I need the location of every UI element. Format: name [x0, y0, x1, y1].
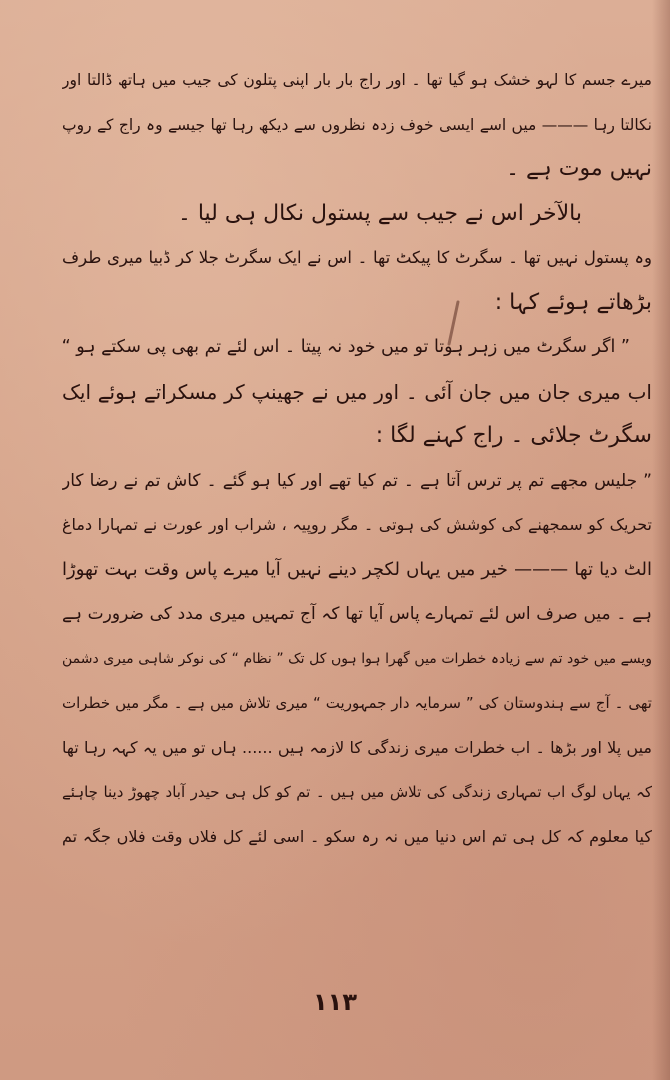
text-line-18: کیا معلوم کہ کل ہی تم اس دنیا میں نہ رہ سکو ۔ اسی لئے کل فلاں وقت فلاں جگہ تم [62, 826, 652, 846]
text-line-3: نہیں موت ہے ۔ [506, 156, 652, 181]
text-line-6: بڑھاتے ہوئے کہا : [494, 289, 652, 315]
text-line-9: سگرٹ جلائی ۔ راج کہنے لگا : [375, 423, 652, 448]
text-line-7: ” اگر سگرٹ میں زہر ہوتا تو میں خود نہ پیتا ۔ اس لئے تم بھی پی سکتے ہو “ [62, 337, 630, 357]
text-line-1: میرے جسم کا لہو خشک ہو گیا تھا ۔ اور راج بار بار اپنی پتلون کی جیب میں ہاتھ ڈالتا اور [62, 71, 652, 89]
text-line-2: نکالتا رہا ——— میں اسے ایسی خوف زدہ نظروں سے دیکھ رہا تھا جیسے وہ راج کے روپ [62, 115, 652, 134]
text-line-5: وہ پستول نہیں تھا ۔ سگرٹ کا پیکٹ تھا ۔ اس نے ایک سگرٹ جلا کر ڈبیا میری طرف [62, 248, 652, 267]
page-edge-shadow [652, 0, 670, 1080]
text-line-10: ” جلیس مجھے تم پر ترس آتا ہے ۔ تم کیا تھے اور کیا ہو گئے ۔ کاش تم نے رضا کار [62, 470, 652, 491]
text-line-17: کہ یہاں لوگ اب تمہاری زندگی کی تلاش میں ہیں ۔ تم کو کل ہی حیدر آباد چھوڑ دینا چاہئے [62, 783, 652, 801]
text-line-15: تھی ۔ آج سے ہندوستان کی ” سرمایہ دار جمہوریت “ میری تلاش میں ہے ۔ مگر میں خطرات [62, 694, 652, 712]
text-line-14: ویسے میں خود تم سے زیادہ خطرات میں گھرا ہوا ہوں کل تک ” نظام “ کی نوکر شاہی میری دشمن [62, 650, 652, 667]
text-line-12: الٹ دیا تھا ——— خیر میں یہاں لکچر دینے نہیں آیا میرے پاس وقت بہت تھوڑا [62, 558, 652, 580]
text-line-11: تحریک کو سمجھنے کی کوشش کی ہوتی ۔ مگر روپیہ ، شراب اور عورت نے تمہارا دماغ [62, 515, 652, 534]
text-line-16: میں پلا اور بڑھا ۔ اب خطرات میری زندگی کا لازمہ ہیں ...... ہاں تو میں یہ کہہ رہا تھا [62, 737, 652, 757]
text-line-8: اب میری جان میں جان آئی ۔ اور میں نے جھینپ کر مسکراتے ہوئے ایک [62, 379, 652, 404]
text-line-4: بالآخر اس نے جیب سے پستول نکال ہی لیا ۔ [177, 200, 582, 226]
page-body-text [62, 58, 652, 859]
text-line-13: ہے ۔ میں صرف اس لئے تمہارے پاس آیا تھا کہ آج تمہیں میری مدد کی ضرورت ہے [62, 604, 652, 624]
page-number: ۱۱۳ [313, 988, 357, 1016]
